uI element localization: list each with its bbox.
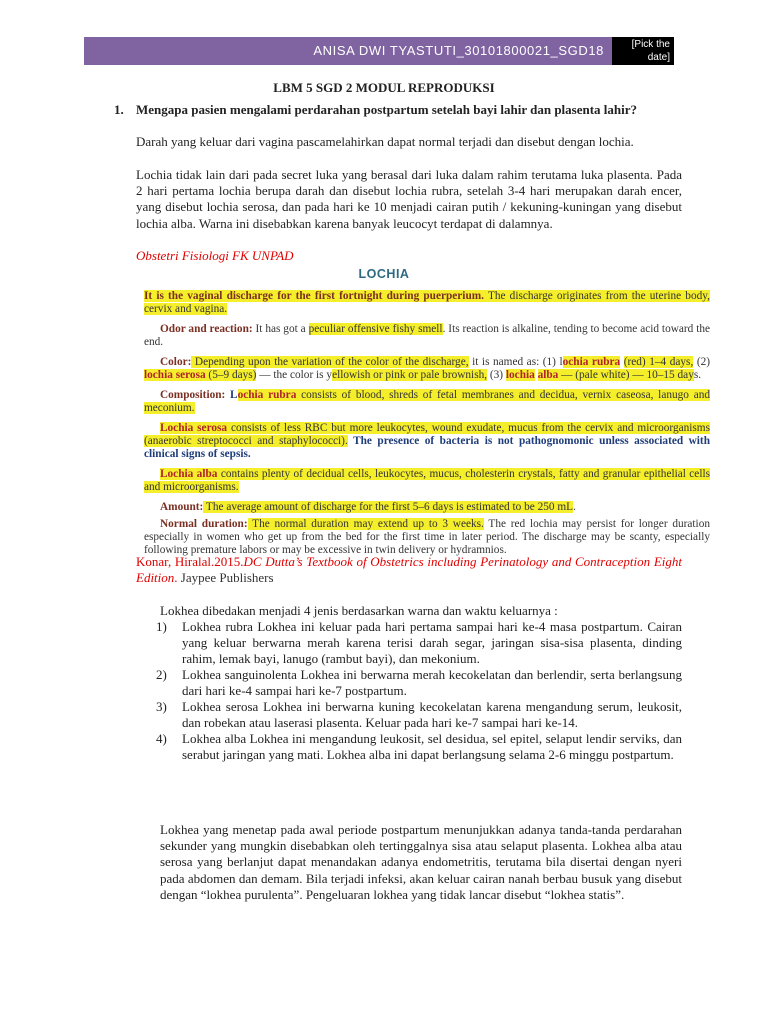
list-item: 3) Lokhea serosa Lokhea ini berwarna kuning kecokelatan karena mengandung serum, leukosit, dan robekan atau laserasi plasenta. Keluar pada hari ke-7 sampai hari ke-14. — [156, 699, 682, 730]
lochia-heading: LOCHIA — [358, 267, 410, 281]
date-placeholder[interactable]: [Pick the date] — [612, 37, 674, 65]
list-item: 4) Lokhea alba Lokhea ini mengandung leukosit, sel desidua, sel epitel, selaput lendir serviks, dan serabut jaringan yang mati. Lokhea alba ini dapat berlangsung selama 2-6 minggu postpartum. — [156, 731, 682, 762]
amount-label: Amount: — [160, 501, 204, 513]
odor-label: Odor and reaction: — [160, 323, 253, 335]
highlight-text: peculiar offensive fishy smell — [308, 323, 443, 335]
answer-paragraph-1: Darah yang keluar dari vagina pascamelahirkan dapat normal terjadi dan disebut dengan lochia. — [136, 134, 634, 149]
question-text: Mengapa pasien mengalami perdarahan postpartum setelah bayi lahir dan plasenta lahir? — [136, 102, 638, 117]
amount-paragraph: Amount: The average amount of discharge for the first 5–6 days is estimated to be 250 mL. — [160, 501, 576, 513]
list-item: 1) Lokhea rubra Lokhea ini keluar pada hari pertama sampai hari ke-4 masa postpartum. Cairan yang keluar berwarna merah karena terisi darah segar, jaringan sisa-sisa plasenta, dinding rahim, lemak bayi, lanugo (rambut bayi), dan mekonium. — [156, 619, 682, 666]
duration-label: Normal duration: — [160, 518, 248, 530]
answer-paragraph-2: Lochia tidak lain dari pada secret luka yang berasal dari luka dalam rahim terutama luka plasenta. Pada 2 hari pertama lochia berupa darah dan disebut lochia rubra, setelah 3-4 hari merupakan darah encer, yang disebut lochia serosa, dan pada hari ke 10 menjadi cairan putih / kekuning-kuningan yang disebut lochia alba. Warna ini disebabkan karena banyak leucocyt terdapat di dalamnya. — [136, 167, 682, 231]
highlight-text: It is the vaginal discharge for the first fortnight during puerperium. — [144, 290, 484, 302]
header-bar — [84, 37, 612, 65]
serosa-label: Lochia serosa — [160, 422, 228, 434]
closing-paragraph: Lokhea yang menetap pada awal periode postpartum menunjukkan adanya tanda-tanda perdarahan sekunder yang mungkin disebabkan oleh tertinggalnya sisa atau selaput plasenta. Lokhea alba atau serosa yang berlanjut dapat menandakan adanya endometritis, terutama bila disertai dengan nyeri pada abdomen dan demam. Bila terjadi infeksi, akan keluar cairan nanah berbau busuk yang disebut dengan “lokhea purulenta”. Pengeluaran lokhea yang tidak lancar disebut “lokhea statis”. — [160, 822, 682, 902]
reference-unpad: Obstetri Fisiologi FK UNPAD — [136, 248, 294, 263]
duration-paragraph: Normal duration: The normal duration may extend up to 3 weeks. The red lochia may persist for longer duration especially in women who get up from the bed for the first time in later period. The discharge may be scanty, especially following premature labors or may be excessive in twin delivery or hydramnios. — [144, 518, 710, 556]
serosa-paragraph: Lochia serosa consists of less RBC but more leukocytes, wound exudate, mucus from the cervix and microorganisms (anaerobic streptococci and staphylococci). The presence of bacteria is not pathognomonic unless associated with clinical signs of sepsis. — [144, 422, 710, 460]
alba-label: Lochia alba — [160, 468, 218, 480]
color-paragraph: Color: Depending upon the variation of the color of the discharge, it is named as: (1) lochia rubra (red) 1–4 days, (2) lochia serosa (5–9 days) — the color is yellowish or pink or pale brownish, (3) lochia alba — (pale white) — 10–15 days. — [144, 356, 710, 381]
lokhea-list — [156, 619, 682, 763]
alba-paragraph: Lochia alba contains plenty of decidual cells, leukocytes, mucus, cholesterin crystals, fatty and granular epithelial cells and microorganisms. — [144, 468, 710, 493]
odor-paragraph: Odor and reaction: It has got a peculiar offensive fishy smell. Its reaction is alkaline, tending to become acid toward the end. — [144, 323, 711, 348]
composition-paragraph: Composition: Lochia rubra consists of blood, shreds of fetal membranes and decidua, vernix caseosa, lanugo and meconium. — [144, 389, 711, 414]
textbook-excerpt — [144, 290, 710, 557]
lokhea-intro: Lokhea dibedakan menjadi 4 jenis berdasarkan warna dan waktu keluarnya : — [160, 603, 558, 618]
reference-konar: Konar, Hiralal.2015.DC Dutta’s Textbook of Obstetrics including Perinatology and Contraception Eight Edition. Jaypee Publishers — [136, 554, 682, 585]
list-item: 2) Lokhea sanguinolenta Lokhea ini berwarna merah kecokelatan dan berlendir, serta berlangsung dari hari ke-4 sampai hari ke-7 postpartum. — [156, 667, 682, 698]
author-header: ANISA DWI TYASTUTI_30101800021_SGD18 — [313, 43, 604, 58]
highlight-text: The discharge originates from the uterine body, cervix and vagina. — [144, 290, 710, 315]
composition-label: Composition: — [160, 389, 226, 401]
question-number: 1. — [114, 102, 124, 117]
document-title: LBM 5 SGD 2 MODUL REPRODUKSI — [273, 80, 495, 95]
color-label: Color: — [160, 356, 192, 368]
definition-paragraph — [144, 290, 710, 316]
